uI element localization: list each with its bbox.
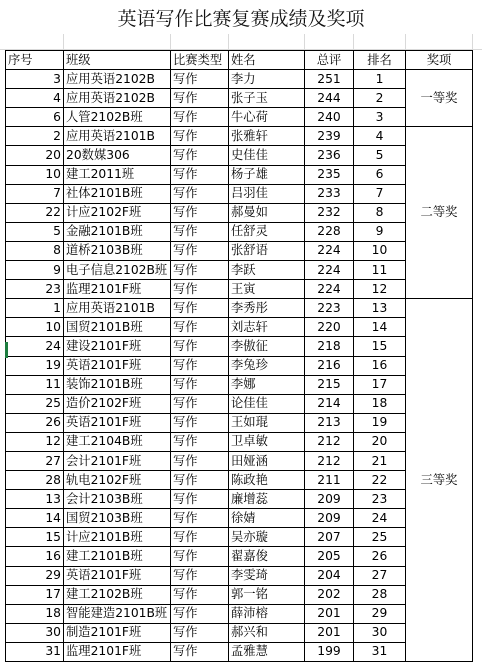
cell-name[interactable]: 牛心荷 (229, 108, 305, 127)
cell-class[interactable]: 装饰2101B班 (64, 375, 171, 394)
cell-name[interactable]: 田娅涵 (229, 451, 305, 470)
cell-type[interactable]: 写作 (171, 490, 229, 509)
header-score[interactable]: 总评 (305, 51, 354, 70)
cell-name[interactable]: 李力 (229, 70, 305, 89)
cell-score[interactable]: 199 (305, 642, 354, 661)
cell-name[interactable]: 张子玉 (229, 89, 305, 108)
cell-type[interactable]: 写作 (171, 547, 229, 566)
cell-rank[interactable]: 27 (354, 566, 406, 585)
table-row (6, 108, 473, 127)
cell-class[interactable]: 建工2104B班 (64, 432, 171, 451)
cell-no[interactable]: 5 (6, 222, 64, 241)
cell-class[interactable]: 监理2101F班 (64, 280, 171, 299)
cell-rank[interactable]: 5 (354, 146, 406, 165)
header-rank[interactable]: 排名 (354, 51, 406, 70)
cell-type[interactable]: 写作 (171, 356, 229, 375)
cell-type[interactable]: 写作 (171, 471, 229, 490)
cell-name[interactable]: 张舒语 (229, 241, 305, 260)
cell-score[interactable]: 232 (305, 203, 354, 222)
cell-no[interactable]: 3 (6, 70, 64, 89)
cell-class[interactable]: 20数媒306 (64, 146, 171, 165)
cell-name[interactable]: 论佳佳 (229, 394, 305, 413)
table-row (6, 222, 473, 241)
cell-rank[interactable]: 7 (354, 184, 406, 203)
cell-no[interactable]: 14 (6, 509, 64, 528)
cell-score[interactable]: 224 (305, 261, 354, 280)
cell-rank[interactable]: 3 (354, 108, 406, 127)
cell-score[interactable]: 201 (305, 604, 354, 623)
cell-score[interactable]: 215 (305, 375, 354, 394)
cell-class[interactable]: 轨电2102F班 (64, 471, 171, 490)
cell-rank[interactable]: 14 (354, 318, 406, 337)
table-row (6, 356, 473, 375)
cell-type[interactable]: 写作 (171, 604, 229, 623)
header-award[interactable]: 奖项 (406, 51, 473, 70)
cell-class[interactable]: 建设2101F班 (64, 337, 171, 356)
cell-name[interactable]: 李娜 (229, 375, 305, 394)
cell-class[interactable]: 国贸2103B班 (64, 509, 171, 528)
cell-name[interactable]: 孟雅慧 (229, 642, 305, 661)
table-row (6, 623, 473, 642)
cell-name[interactable]: 李兔珍 (229, 356, 305, 375)
cell-name[interactable]: 郭一铭 (229, 585, 305, 604)
cell-class[interactable]: 会计2101F班 (64, 451, 171, 470)
cell-rank[interactable]: 29 (354, 604, 406, 623)
cell-name[interactable]: 李雯琦 (229, 566, 305, 585)
cell-rank[interactable]: 17 (354, 375, 406, 394)
cell-name[interactable]: 吴亦璇 (229, 528, 305, 547)
cell-class[interactable]: 监理2101F班 (64, 642, 171, 661)
header-no[interactable]: 序号 (6, 51, 64, 70)
table-row (6, 203, 473, 222)
cell-score[interactable]: 244 (305, 89, 354, 108)
cell-rank[interactable]: 1 (354, 70, 406, 89)
cell-type[interactable]: 写作 (171, 509, 229, 528)
cell-no[interactable]: 19 (6, 356, 64, 375)
cell-award[interactable]: 三等奖 (406, 299, 473, 662)
table-row (6, 604, 473, 623)
cell-award[interactable]: 二等奖 (406, 127, 473, 299)
table-row (6, 375, 473, 394)
cell-no[interactable]: 4 (6, 89, 64, 108)
cell-name[interactable]: 吕羽佳 (229, 184, 305, 203)
cell-score[interactable]: 212 (305, 451, 354, 470)
cell-class[interactable]: 应用英语2102B (64, 89, 171, 108)
cell-class[interactable]: 英语2101F班 (64, 413, 171, 432)
cell-no[interactable]: 15 (6, 528, 64, 547)
cell-class[interactable]: 社体2101B班 (64, 184, 171, 203)
cell-no[interactable]: 6 (6, 108, 64, 127)
cell-type[interactable]: 写作 (171, 451, 229, 470)
cell-type[interactable]: 写作 (171, 146, 229, 165)
cell-score[interactable]: 224 (305, 241, 354, 260)
cell-score[interactable]: 251 (305, 70, 354, 89)
cell-score[interactable]: 207 (305, 528, 354, 547)
cell-class[interactable]: 智能建造2101B班 (64, 604, 171, 623)
cell-no[interactable]: 25 (6, 394, 64, 413)
cell-no[interactable]: 23 (6, 280, 64, 299)
table-row (6, 299, 473, 318)
cell-rank[interactable]: 6 (354, 165, 406, 184)
cell-class[interactable]: 建工2102B班 (64, 585, 171, 604)
table-row (6, 413, 473, 432)
table-row (6, 585, 473, 604)
cell-class[interactable]: 英语2101F班 (64, 356, 171, 375)
cell-type[interactable]: 写作 (171, 337, 229, 356)
cell-class[interactable]: 会计2103B班 (64, 490, 171, 509)
cell-score[interactable]: 233 (305, 184, 354, 203)
cell-score[interactable]: 224 (305, 280, 354, 299)
gridline (353, 34, 354, 50)
cell-rank[interactable]: 18 (354, 394, 406, 413)
cell-type[interactable]: 写作 (171, 280, 229, 299)
table-row (6, 89, 473, 108)
cell-score[interactable]: 213 (305, 413, 354, 432)
cell-type[interactable]: 写作 (171, 70, 229, 89)
cell-no[interactable]: 30 (6, 623, 64, 642)
cell-rank[interactable]: 13 (354, 299, 406, 318)
cell-type[interactable]: 写作 (171, 299, 229, 318)
table-row (6, 241, 473, 260)
cell-score[interactable]: 202 (305, 585, 354, 604)
cell-rank[interactable]: 4 (354, 127, 406, 146)
cell-type[interactable]: 写作 (171, 623, 229, 642)
table-row (6, 165, 473, 184)
cell-score[interactable]: 214 (305, 394, 354, 413)
cell-score[interactable]: 216 (305, 356, 354, 375)
cell-type[interactable]: 写作 (171, 375, 229, 394)
cell-no[interactable]: 31 (6, 642, 64, 661)
active-cell-marker (5, 342, 8, 358)
gridline (405, 34, 406, 50)
cell-name[interactable]: 李傲征 (229, 337, 305, 356)
cell-class[interactable]: 国贸2101B班 (64, 318, 171, 337)
header-type[interactable]: 比赛类型 (171, 51, 229, 70)
table-row (6, 547, 473, 566)
cell-name[interactable]: 卫卓敏 (229, 432, 305, 451)
table-row (6, 509, 473, 528)
cell-rank[interactable]: 19 (354, 413, 406, 432)
table-row (6, 261, 473, 280)
cell-class[interactable]: 计应2102F班 (64, 203, 171, 222)
table-row (6, 70, 473, 89)
cell-rank[interactable]: 15 (354, 337, 406, 356)
cell-score[interactable]: 220 (305, 318, 354, 337)
cell-class[interactable]: 造价2102F班 (64, 394, 171, 413)
table-row (6, 127, 473, 146)
cell-name[interactable]: 郝曼如 (229, 203, 305, 222)
cell-name[interactable]: 刘志轩 (229, 318, 305, 337)
cell-no[interactable]: 13 (6, 490, 64, 509)
cell-name[interactable]: 廉增蕊 (229, 490, 305, 509)
cell-score[interactable]: 236 (305, 146, 354, 165)
cell-no[interactable]: 27 (6, 451, 64, 470)
cell-rank[interactable]: 28 (354, 585, 406, 604)
cell-name[interactable]: 翟嘉俊 (229, 547, 305, 566)
cell-rank[interactable]: 22 (354, 471, 406, 490)
cell-rank[interactable]: 10 (354, 241, 406, 260)
table-row (6, 184, 473, 203)
cell-class[interactable]: 建工2011班 (64, 165, 171, 184)
cell-no[interactable]: 1 (6, 299, 64, 318)
cell-type[interactable]: 写作 (171, 261, 229, 280)
cell-type[interactable]: 写作 (171, 222, 229, 241)
empty-row[interactable] (0, 34, 482, 50)
table-row (6, 318, 473, 337)
cell-no[interactable]: 20 (6, 146, 64, 165)
cell-type[interactable]: 写作 (171, 566, 229, 585)
cell-class[interactable]: 英语2101F班 (64, 566, 171, 585)
cell-rank[interactable]: 23 (354, 490, 406, 509)
cell-class[interactable]: 金融2101B班 (64, 222, 171, 241)
cell-type[interactable]: 写作 (171, 108, 229, 127)
cell-score[interactable]: 212 (305, 432, 354, 451)
table-row (6, 528, 473, 547)
cell-score[interactable]: 209 (305, 490, 354, 509)
cell-name[interactable]: 薛沛榕 (229, 604, 305, 623)
cell-class[interactable]: 电子信息2102B班 (64, 261, 171, 280)
table-row (6, 566, 473, 585)
cell-name[interactable]: 王如琨 (229, 413, 305, 432)
cell-name[interactable]: 郝兴和 (229, 623, 305, 642)
gridline (228, 34, 229, 50)
cell-score[interactable]: 240 (305, 108, 354, 127)
table-row (6, 471, 473, 490)
table-row (6, 146, 473, 165)
cell-rank[interactable]: 20 (354, 432, 406, 451)
cell-class[interactable]: 人管2102B班 (64, 108, 171, 127)
cell-name[interactable]: 徐婧 (229, 509, 305, 528)
cell-score[interactable]: 201 (305, 623, 354, 642)
cell-name[interactable]: 李跃 (229, 261, 305, 280)
header-name[interactable]: 姓名 (229, 51, 305, 70)
cell-score[interactable]: 218 (305, 337, 354, 356)
cell-name[interactable]: 陈政艳 (229, 471, 305, 490)
cell-rank[interactable]: 31 (354, 642, 406, 661)
table-row (6, 337, 473, 356)
cell-no[interactable]: 7 (6, 184, 64, 203)
cell-no[interactable]: 22 (6, 203, 64, 222)
cell-score[interactable]: 205 (305, 547, 354, 566)
cell-class[interactable]: 建工2101B班 (64, 547, 171, 566)
cell-rank[interactable]: 16 (354, 356, 406, 375)
cell-no[interactable]: 10 (6, 318, 64, 337)
gridline (304, 34, 305, 50)
results-table (5, 50, 473, 662)
cell-name[interactable]: 史佳佳 (229, 146, 305, 165)
cell-score[interactable]: 235 (305, 165, 354, 184)
cell-type[interactable]: 写作 (171, 528, 229, 547)
cell-type[interactable]: 写作 (171, 394, 229, 413)
cell-no[interactable]: 28 (6, 471, 64, 490)
cell-rank[interactable]: 21 (354, 451, 406, 470)
cell-score[interactable]: 228 (305, 222, 354, 241)
cell-class[interactable]: 道桥2103B班 (64, 241, 171, 260)
cell-type[interactable]: 写作 (171, 241, 229, 260)
cell-no[interactable]: 26 (6, 413, 64, 432)
cell-no[interactable]: 2 (6, 127, 64, 146)
cell-type[interactable]: 写作 (171, 203, 229, 222)
cell-no[interactable]: 12 (6, 432, 64, 451)
cell-class[interactable]: 应用英语2102B (64, 70, 171, 89)
cell-type[interactable]: 写作 (171, 318, 229, 337)
cell-score[interactable]: 239 (305, 127, 354, 146)
cell-no[interactable]: 17 (6, 585, 64, 604)
cell-rank[interactable]: 26 (354, 547, 406, 566)
cell-class[interactable]: 应用英语2101B (64, 127, 171, 146)
cell-class[interactable]: 制造2101F班 (64, 623, 171, 642)
gridline (170, 34, 171, 50)
cell-type[interactable]: 写作 (171, 585, 229, 604)
cell-rank[interactable]: 24 (354, 509, 406, 528)
table-row (6, 394, 473, 413)
cell-score[interactable]: 209 (305, 509, 354, 528)
cell-name[interactable]: 任舒灵 (229, 222, 305, 241)
cell-type[interactable]: 写作 (171, 89, 229, 108)
cell-rank[interactable]: 9 (354, 222, 406, 241)
cell-rank[interactable]: 12 (354, 280, 406, 299)
gridline (63, 34, 64, 50)
cell-name[interactable]: 张雅轩 (229, 127, 305, 146)
cell-no[interactable]: 24 (6, 337, 64, 356)
cell-no[interactable]: 18 (6, 604, 64, 623)
cell-score[interactable]: 223 (305, 299, 354, 318)
cell-no[interactable]: 10 (6, 165, 64, 184)
cell-score[interactable]: 204 (305, 566, 354, 585)
table-row (6, 280, 473, 299)
cell-type[interactable]: 写作 (171, 432, 229, 451)
cell-type[interactable]: 写作 (171, 184, 229, 203)
cell-no[interactable]: 9 (6, 261, 64, 280)
cell-no[interactable]: 16 (6, 547, 64, 566)
cell-type[interactable]: 写作 (171, 642, 229, 661)
header-class[interactable]: 班级 (64, 51, 171, 70)
cell-rank[interactable]: 11 (354, 261, 406, 280)
cell-no[interactable]: 29 (6, 566, 64, 585)
cell-type[interactable]: 写作 (171, 413, 229, 432)
sheet-title: 英语写作比赛复赛成绩及奖项 (117, 7, 365, 30)
cell-name[interactable]: 李秀彤 (229, 299, 305, 318)
cell-no[interactable]: 8 (6, 241, 64, 260)
cell-rank[interactable]: 2 (354, 89, 406, 108)
cell-rank[interactable]: 30 (354, 623, 406, 642)
table-row (6, 451, 473, 470)
cell-type[interactable]: 写作 (171, 165, 229, 184)
cell-rank[interactable]: 25 (354, 528, 406, 547)
cell-class[interactable]: 应用英语2101B (64, 299, 171, 318)
cell-award[interactable]: 一等奖 (406, 70, 473, 127)
cell-type[interactable]: 写作 (171, 127, 229, 146)
cell-no[interactable]: 11 (6, 375, 64, 394)
cell-name[interactable]: 王寅 (229, 280, 305, 299)
header-row (6, 51, 473, 70)
cell-score[interactable]: 211 (305, 471, 354, 490)
table-row (6, 490, 473, 509)
cell-class[interactable]: 计应2101B班 (64, 528, 171, 547)
cell-name[interactable]: 杨子雄 (229, 165, 305, 184)
table-row (6, 432, 473, 451)
table-row (6, 642, 473, 661)
cell-rank[interactable]: 8 (354, 203, 406, 222)
